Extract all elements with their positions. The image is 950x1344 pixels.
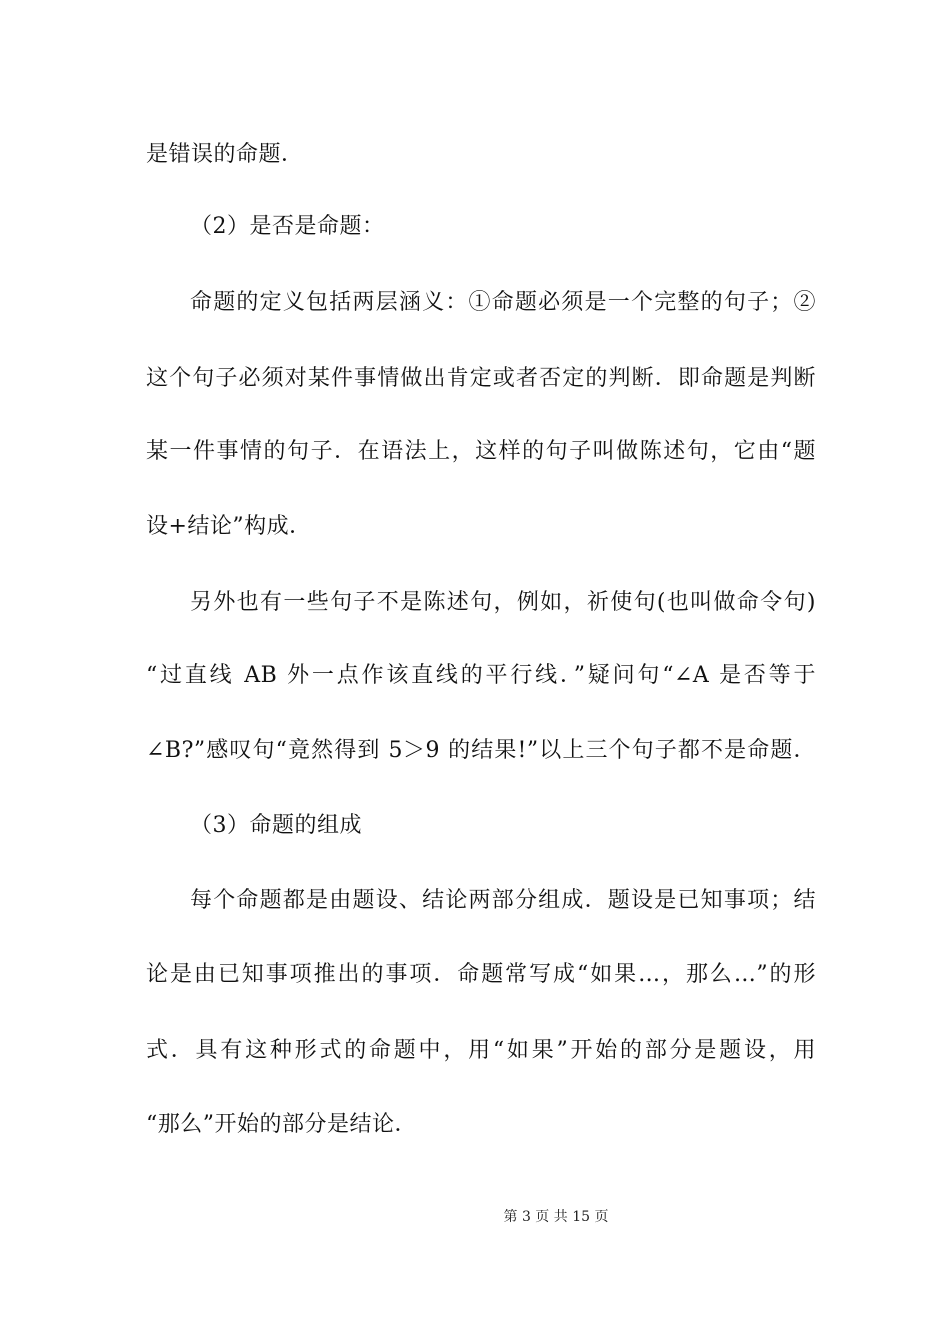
text-line-5: 某一件事情的句子．在语法上，这样的句子叫做陈述句，它由“题 — [146, 439, 816, 464]
text-line-4: 这个句子必须对某件事情做出肯定或者否定的判断．即命题是判断 — [146, 366, 816, 391]
page-number: 第 3 页 共 15 页 — [503, 1209, 609, 1225]
text-line-3: 命题的定义包括两层涵义：①命题必须是一个完整的句子；② — [190, 290, 816, 315]
section-heading-3: （3）命题的组成 — [190, 813, 362, 838]
text-line-8: “过直线 AB 外一点作该直线的平行线．”疑问句“∠A 是否等于 — [146, 663, 816, 688]
text-line-6: 设+结论”构成． — [146, 514, 312, 539]
page-footer — [0, 1207, 950, 1227]
text-line-11: 每个命题都是由题设、结论两部分组成．题设是已知事项；结 — [190, 888, 816, 913]
text-line-13: 式．具有这种形式的命题中，用“如果”开始的部分是题设，用 — [146, 1038, 816, 1063]
section-heading-2: （2）是否是命题： — [190, 214, 385, 239]
text-line-14: “那么”开始的部分是结论． — [146, 1112, 417, 1137]
text-line-9: ∠B?”感叹句“竟然得到 5＞9 的结果!”以上三个句子都不是命题． — [146, 738, 816, 763]
text-line-12: 论是由已知事项推出的事项．命题常写成“如果…，那么…”的形 — [146, 962, 816, 987]
text-line-7: 另外也有一些句子不是陈述句，例如，祈使句(也叫做命令句) — [190, 590, 816, 615]
text-line-1: 是错误的命题． — [146, 142, 304, 167]
